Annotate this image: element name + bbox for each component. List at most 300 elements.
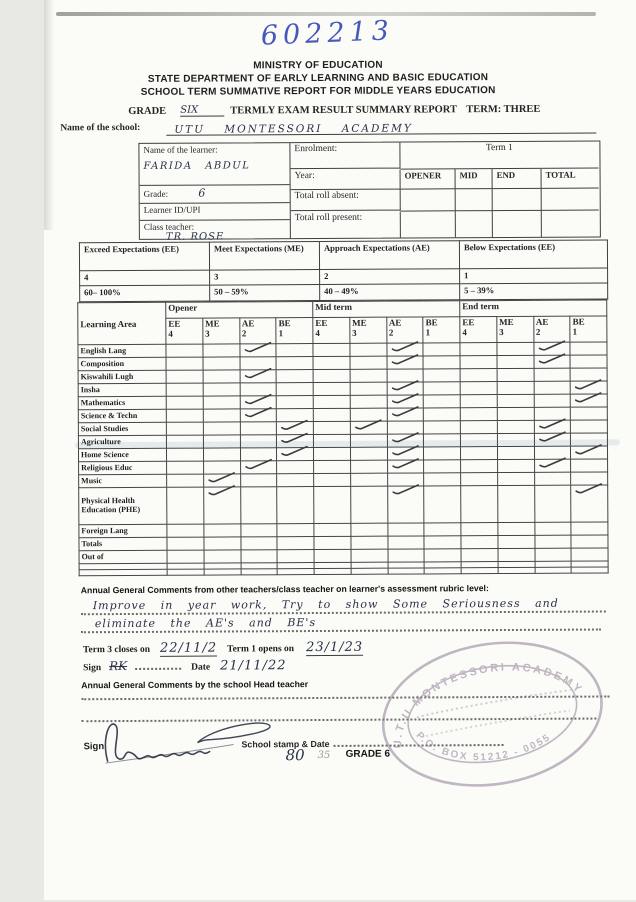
score-cell [166, 370, 203, 383]
expectation-title: Approach Expectations (AE) [319, 241, 459, 270]
expectation-title: Meet Expectations (ME) [209, 241, 319, 270]
col-header-mid: MID [456, 169, 493, 190]
score-cell [387, 460, 424, 473]
score-cell [498, 548, 535, 561]
empty-cell [401, 189, 456, 211]
score-cell [276, 370, 313, 383]
sub-header-ae: AE 2 [533, 316, 570, 342]
score-cell [350, 473, 387, 486]
handwritten-date: 21/11/22 [220, 658, 287, 674]
score-cell [276, 357, 313, 370]
score-cell [314, 523, 351, 536]
learner-info-left-column [139, 143, 290, 243]
score-cell [387, 486, 424, 523]
handwritten-school-name: UTU MONTESSORI ACADEMY [174, 122, 413, 136]
learner-info-right-grid [290, 142, 599, 239]
score-cell [498, 567, 535, 573]
checkmark-icon [280, 432, 310, 444]
score-cell [424, 549, 461, 562]
handwritten-comment-line-1: Improve in year work, Try to show Some Seriousness and [92, 596, 559, 613]
score-cell [460, 447, 497, 460]
score-cell [167, 569, 204, 575]
score-cell [461, 473, 498, 486]
score-cell [167, 550, 204, 563]
score-cell [460, 369, 497, 382]
score-cell [314, 536, 351, 549]
score-cell [423, 369, 460, 382]
score-cell [534, 433, 571, 446]
dotted-leader [135, 658, 181, 670]
handwritten-mark-80: 80 [285, 746, 305, 765]
checkmark-icon [537, 431, 567, 443]
learning-area-cell: Kiswahili Lugh [78, 370, 166, 383]
score-cell [276, 344, 313, 357]
roll-absent-cell: Total roll absent: [291, 190, 401, 212]
header-line-department: STATE DEPARTMENT OF EARLY LEARNING AND BASIC EDUCATION [147, 72, 489, 85]
score-cell [571, 485, 608, 522]
learning-area-cell: Music [79, 474, 167, 487]
score-cell [535, 548, 572, 561]
score-cell [313, 382, 350, 395]
score-cell [204, 524, 241, 537]
score-cell [460, 343, 497, 356]
score-cell [534, 485, 571, 522]
checkmark-icon [391, 457, 421, 469]
expectation-score: 1 [460, 268, 608, 284]
handwritten-grade-word: SIX [180, 104, 224, 116]
score-cell [313, 434, 350, 447]
learner-name-label: Name of the learner: [143, 144, 218, 155]
head-sign-label: Sign [83, 741, 105, 753]
score-cell [424, 473, 461, 486]
score-cell [314, 568, 351, 574]
score-cell [534, 381, 571, 394]
score-cell [497, 446, 534, 459]
learning-area-cell: Composition [78, 357, 166, 370]
checkmark-icon [207, 484, 237, 496]
score-cell [423, 356, 460, 369]
score-cell [167, 537, 204, 550]
score-cell [203, 487, 240, 524]
handwritten-term3-date: 22/11/2 [159, 640, 218, 656]
score-cell [571, 522, 608, 535]
score-cell [313, 343, 350, 356]
table-row [79, 485, 608, 525]
score-cell [240, 524, 277, 537]
score-cell [424, 408, 461, 421]
checkmark-icon [390, 405, 420, 417]
class-teacher-cell [140, 220, 290, 243]
checkmark-icon [243, 367, 273, 379]
score-cell [203, 435, 240, 448]
empty-cell [401, 211, 456, 238]
score-cell [166, 383, 203, 396]
checkmark-icon [243, 341, 273, 353]
term-dates-row [83, 638, 363, 657]
score-cell [460, 395, 497, 408]
score-cell [388, 568, 425, 574]
checkmark-icon [390, 444, 420, 456]
score-cell [313, 408, 350, 421]
score-cell [167, 524, 204, 537]
score-cell [424, 434, 461, 447]
score-cell [313, 447, 350, 460]
score-cell [203, 383, 240, 396]
score-cell [167, 461, 204, 474]
learning-area-cell [79, 569, 167, 575]
checkmark-icon [207, 471, 237, 483]
sub-header-me: ME 3 [350, 317, 387, 343]
score-cell [204, 550, 241, 563]
score-cell [424, 486, 461, 523]
score-cell [461, 536, 498, 549]
teachers-comments-heading: Annual General Comments from other teachers/class teacher on learner's assessment rubric level: [80, 583, 489, 596]
header-line-ministry: MINISTRY OF EDUCATION [253, 59, 383, 72]
score-cell [497, 485, 534, 522]
school-name-line [166, 118, 596, 136]
score-cell [203, 422, 240, 435]
score-cell [277, 550, 314, 563]
score-cell [203, 344, 240, 357]
checkmark-icon [243, 406, 273, 418]
learning-area-cell: Mathematics [78, 396, 166, 409]
sign-label: Sign [83, 663, 102, 674]
score-cell [461, 568, 498, 574]
term3-closes-label: Term 3 closes on [83, 644, 151, 656]
score-cell [534, 535, 571, 548]
score-cell [497, 420, 534, 433]
score-cell [314, 460, 351, 473]
score-cell [313, 421, 350, 434]
learner-id-cell [140, 203, 290, 221]
group-header-endterm: End term [460, 300, 607, 317]
score-cell [497, 368, 534, 381]
handwritten-term1-date: 23/1/23 [306, 639, 364, 656]
expectation-title: Exceed Expectations (EE) [79, 242, 209, 271]
score-cell [350, 434, 387, 447]
score-cell [570, 342, 607, 355]
checkmark-icon [391, 483, 421, 495]
score-cell [498, 535, 535, 548]
score-cell [314, 549, 351, 562]
score-cell [497, 407, 534, 420]
header-line-report: SCHOOL TERM SUMMATIVE REPORT FOR MIDDLE YEARS EDUCATION [140, 85, 496, 98]
score-cell [497, 394, 534, 407]
stamp-top-arc-text: U.T.U MONTESSORI ACADEMY [392, 661, 586, 749]
score-cell [277, 461, 314, 474]
score-cell [277, 448, 314, 461]
score-cell [424, 568, 461, 574]
sub-header-ae: AE 2 [386, 317, 423, 343]
checkmark-icon [390, 353, 420, 365]
grade-label: GRADE [128, 105, 167, 117]
group-header-opener: Opener [166, 302, 313, 319]
score-cell [276, 383, 313, 396]
learning-area-cell: Out of [79, 550, 167, 563]
score-cell [497, 433, 534, 446]
learning-area-header: Learning Area [78, 302, 166, 344]
score-cell [350, 486, 387, 523]
score-cell [350, 460, 387, 473]
score-cell [240, 537, 277, 550]
score-cell [423, 343, 460, 356]
score-cell [534, 394, 571, 407]
expectation-range: 60– 100% [80, 285, 210, 302]
term-label: TERM: THREE [466, 103, 541, 116]
expectations-key-table [79, 239, 608, 302]
sub-header-ae: AE 2 [239, 318, 276, 344]
score-cell [277, 524, 314, 537]
score-cell [277, 537, 314, 550]
score-cell [203, 396, 240, 409]
score-cell [203, 370, 240, 383]
empty-cell [542, 210, 599, 237]
learning-area-cell: Social Studies [78, 422, 166, 435]
score-cell [166, 409, 203, 422]
expectation-title: Below Expectations (EE) [459, 240, 607, 269]
sub-header-me: ME 3 [203, 318, 240, 344]
score-cell [240, 370, 277, 383]
score-cell [424, 523, 461, 536]
score-cell [460, 434, 497, 447]
checkmark-icon [354, 419, 384, 431]
checkmark-icon [244, 458, 274, 470]
score-cell [350, 382, 387, 395]
score-cell [240, 422, 277, 435]
score-cell [240, 409, 277, 422]
empty-cell [493, 189, 542, 211]
score-cell [387, 536, 424, 549]
score-cell [534, 368, 571, 381]
checkmark-icon [537, 340, 567, 352]
score-cell [166, 344, 203, 357]
learning-area-tbody [78, 342, 608, 576]
sign-date-row [83, 656, 286, 673]
score-cell [350, 447, 387, 460]
date-label: Date [191, 662, 211, 673]
learning-area-cell: English Lang [78, 344, 166, 357]
checkmark-icon [574, 483, 604, 495]
roll-present-cell: Total roll present: [291, 211, 401, 238]
learning-area-cell: Totals [79, 537, 167, 550]
learner-name-cell [139, 143, 289, 186]
svg-text:P.O. BOX 51212 - 0055 [413, 709, 556, 774]
handwritten-teacher-initials: RK [109, 659, 128, 674]
score-cell [167, 487, 204, 524]
col-header-opener: OPENER [401, 169, 456, 190]
score-cell [571, 535, 608, 548]
checkmark-icon [390, 392, 420, 404]
sub-header-be: BE 1 [570, 316, 607, 342]
score-cell [240, 474, 277, 487]
score-cell [351, 523, 388, 536]
year-cell: Year: [291, 169, 401, 190]
enrolment-cell: Enrolment: [290, 143, 400, 170]
score-cell [571, 407, 608, 420]
score-cell [571, 420, 608, 433]
score-cell [461, 486, 498, 523]
grade-cell [140, 185, 290, 204]
checkmark-icon [280, 419, 310, 431]
expectation-range: 5 – 39% [460, 283, 608, 300]
expectation-score: 4 [80, 270, 210, 286]
score-cell [204, 569, 241, 575]
score-cell [277, 474, 314, 487]
group-header-midterm: Mid term [313, 301, 460, 318]
score-cell [350, 343, 387, 356]
empty-cell [456, 211, 493, 238]
score-cell [424, 460, 461, 473]
expectations-title-row [79, 240, 607, 271]
score-cell [534, 522, 571, 535]
learning-area-cell: Home Science [78, 448, 166, 461]
score-cell [387, 356, 424, 369]
handwritten-class-teacher: TR. ROSE [165, 231, 225, 243]
expectation-score: 2 [320, 269, 460, 285]
empty-cell [456, 189, 493, 211]
sub-header-me: ME 3 [497, 316, 534, 342]
score-cell [460, 408, 497, 421]
score-cell [424, 447, 461, 460]
term1-opens-label: Term 1 opens on [227, 644, 295, 655]
col-header-total: TOTAL [542, 168, 599, 189]
sub-header-be: BE 1 [276, 318, 313, 344]
score-cell [203, 448, 240, 461]
col-header-end: END [493, 168, 542, 189]
score-cell [276, 396, 313, 409]
checkmark-icon [390, 379, 420, 391]
score-cell [350, 395, 387, 408]
score-cell [571, 548, 608, 561]
score-cell [313, 395, 350, 408]
checkmark-icon [537, 418, 567, 430]
grade-footer: GRADE 6 [345, 748, 391, 760]
learning-area-cell: Agriculture [78, 435, 166, 448]
score-cell [497, 472, 534, 485]
score-cell [497, 459, 534, 472]
score-cell [460, 356, 497, 369]
score-cell [497, 355, 534, 368]
score-cell [423, 382, 460, 395]
learning-area-cell: Foreign Lang [79, 524, 167, 537]
score-cell [571, 446, 608, 459]
score-cell [166, 435, 203, 448]
score-cell [166, 396, 203, 409]
sub-header-ee: EE 4 [313, 317, 350, 343]
score-cell [350, 356, 387, 369]
score-cell [240, 487, 277, 524]
checkmark-icon [574, 379, 604, 391]
learner-info-table [138, 141, 601, 243]
score-cell [203, 409, 240, 422]
score-cell [460, 421, 497, 434]
score-cell [461, 523, 498, 536]
school-stamp-label: School stamp & Date [241, 738, 330, 750]
score-cell [351, 568, 388, 574]
score-cell [387, 523, 424, 536]
checkmark-icon [280, 445, 310, 457]
score-cell [241, 569, 278, 575]
report-title: TERMLY EXAM RESULT SUMMARY REPORT [230, 104, 458, 117]
results-table [77, 299, 608, 576]
head-teacher-comments-heading: Annual General Comments by the school Head teacher [81, 679, 309, 691]
grade-row-label: Grade: [143, 188, 169, 199]
score-cell [460, 382, 497, 395]
score-cell [204, 537, 241, 550]
empty-cell [493, 210, 542, 237]
score-cell [424, 421, 461, 434]
score-cell [497, 381, 534, 394]
learning-area-cell: Science & Techn [78, 409, 166, 422]
school-name-label: Name of the school: [60, 122, 141, 134]
learner-id-label: Learner ID/UPI [143, 204, 201, 215]
score-cell [351, 549, 388, 562]
score-cell [240, 461, 277, 474]
score-cell [534, 472, 571, 485]
learning-area-cell: Religious Educ [79, 461, 167, 474]
score-cell [277, 487, 314, 524]
learning-area-cell: Physical Health Education (PHE) [79, 487, 167, 524]
score-cell [498, 522, 535, 535]
sub-header-ee: EE 4 [460, 317, 497, 343]
score-cell [461, 460, 498, 473]
term1-header-cell: Term 1 [400, 142, 598, 170]
score-cell [350, 369, 387, 382]
score-cell [351, 536, 388, 549]
sub-header-ee: EE 4 [166, 318, 203, 344]
score-cell [424, 536, 461, 549]
faint-pencil-mark: 35 [317, 749, 331, 762]
score-cell [571, 567, 608, 573]
score-cell [314, 473, 351, 486]
expectation-score: 3 [210, 269, 320, 285]
expectation-range: 50 – 59% [210, 284, 320, 301]
score-cell [535, 567, 572, 573]
checkmark-icon [390, 431, 420, 443]
school-stamp [367, 621, 618, 806]
score-cell [534, 459, 571, 472]
score-cell [166, 357, 203, 370]
score-cell [313, 356, 350, 369]
score-cell [387, 408, 424, 421]
checkmark-icon [538, 457, 568, 469]
score-cell [167, 474, 204, 487]
score-cell [534, 355, 571, 368]
score-cell [313, 369, 350, 382]
score-cell [423, 395, 460, 408]
handwritten-serial-number: 602213 [260, 15, 395, 52]
score-cell [570, 394, 607, 407]
empty-cell [542, 189, 599, 211]
checkmark-icon [390, 340, 420, 352]
checkmark-icon [243, 393, 273, 405]
score-cell [277, 569, 314, 575]
score-cell [241, 550, 278, 563]
handwritten-grade-number: 6 [198, 186, 206, 200]
handwritten-comment-line-2: eliminate the AE's and BE's [94, 616, 317, 631]
score-cell [314, 486, 351, 523]
score-cell [497, 342, 534, 355]
comment-writing-line-2 [81, 612, 601, 634]
score-cell [350, 421, 387, 434]
score-cell [388, 549, 425, 562]
checkmark-icon [574, 444, 604, 456]
score-cell [570, 355, 607, 368]
score-cell [166, 448, 203, 461]
sub-header-be: BE 1 [423, 317, 460, 343]
handwritten-learner-name: FARIDA ABDUL [143, 160, 251, 172]
score-cell [240, 435, 277, 448]
